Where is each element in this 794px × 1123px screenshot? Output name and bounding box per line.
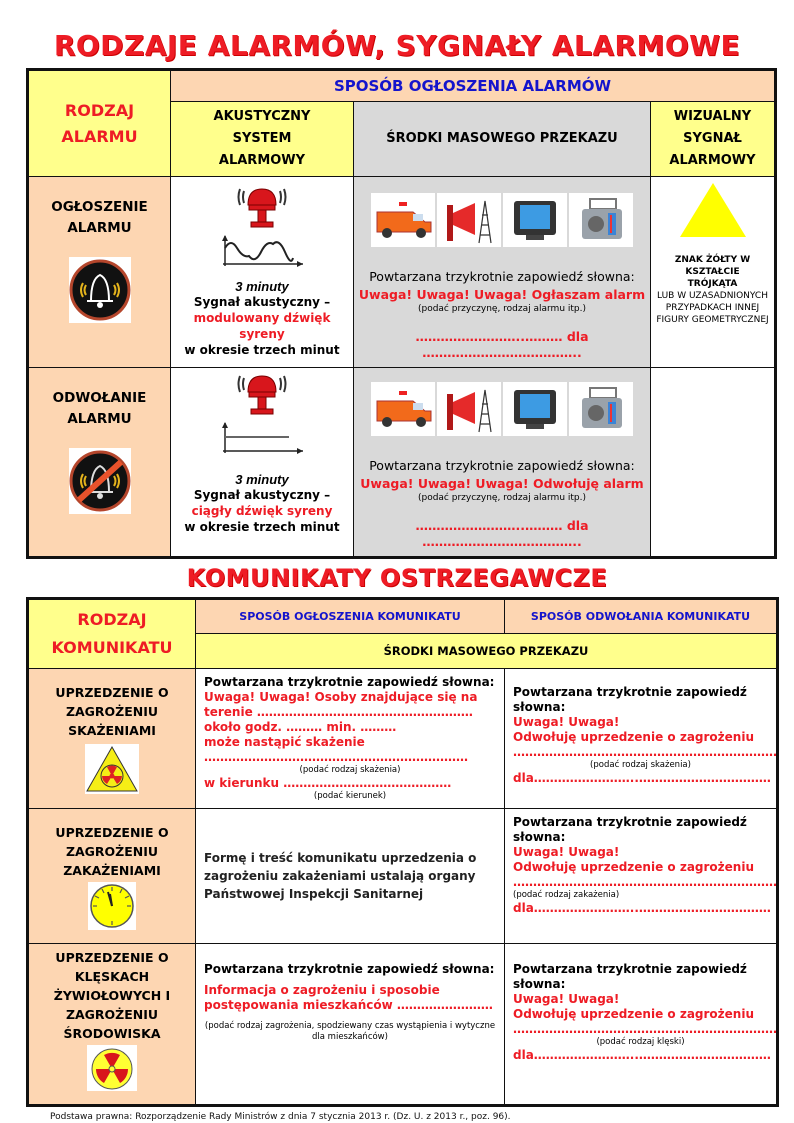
cancel-line: dla……………………..…………………………… — [513, 770, 771, 785]
announce-cell — [196, 808, 505, 943]
acoustic-desc-2: modulowany dźwięk syreny — [193, 311, 331, 342]
cancel-intro: Powtarzana trzykrotnie zapowiedź słowna: — [513, 684, 747, 714]
cancel-line: Odwołuję uprzedzenie o zagrożeniu — [513, 859, 754, 874]
announce-cell — [196, 668, 505, 808]
legal-basis-footer: Podstawa prawna: Rozporządzenie Rady Ministrów z dnia 7 stycznia 2013 r. (Dz. U. z 2013 r., poz. 96). — [50, 1111, 511, 1122]
acoustic-desc-2: ciągły dźwięk syreny — [191, 504, 333, 519]
cancel-line: ………………………………………………………… — [513, 874, 777, 889]
announce-intro: Powtarzana trzykrotnie zapowiedź słowna: — [204, 961, 495, 976]
cancel-note: (podać rodzaj skażenia) — [590, 759, 691, 770]
cancel-line: Uwaga! Uwaga! — [513, 714, 620, 729]
announce-text: Formę i treść komunikatu uprzedzenia o zagrożeniu zakażeniami ustalają organy Państwowej Inspekcji Sanitarnej — [204, 850, 477, 901]
announce-note: (podać rodzaj zagrożenia, spodziewany czas wystąpienia i wytyczne dla mieszkańców) — [204, 1020, 496, 1042]
siren-icon — [171, 372, 353, 421]
table-row — [28, 808, 778, 943]
warning-messages-table — [26, 597, 779, 1107]
announce-method-header: SPOSÓB OGŁOSZENIA KOMUNIKATU — [196, 598, 505, 633]
cancel-intro: Powtarzana trzykrotnie zapowiedź słowna: — [513, 814, 747, 844]
alarm-type-header: RODZAJ ALARMU — [28, 70, 171, 177]
van-with-siren-icon — [371, 382, 435, 436]
siren-icon — [171, 185, 353, 234]
acoustic-cell — [171, 368, 354, 558]
radio-icon — [569, 193, 633, 247]
acoustic-desc-3: w okresie trzech minut — [184, 343, 340, 358]
section1-title: RODZAJE ALARMÓW, SYGNAŁY ALARMOWE — [53, 29, 741, 62]
table-row — [28, 177, 776, 368]
media-fill: ……………………..……… dla ……………………………….. — [415, 518, 589, 550]
cancel-line: Uwaga! Uwaga! — [513, 844, 620, 859]
media-message: Uwaga! Uwaga! Uwaga! Ogłaszam alarm — [358, 287, 646, 303]
cancel-line: ………………………………………………………… — [513, 1021, 777, 1036]
message-type-header: RODZAJ KOMUNIKATU — [28, 598, 196, 668]
table-row — [28, 943, 778, 1105]
table-row — [28, 368, 776, 558]
media-note: (podać przyczynę, rodzaj alarmu itp.) — [417, 304, 587, 315]
cancel-line: Odwołuję uprzedzenie o zagrożeniu — [513, 729, 754, 744]
announce-line: terenie ……………………………………………… — [204, 704, 473, 719]
acoustic-desc-1: Sygnał akustyczny – — [193, 488, 331, 503]
hazard-symbols-icon — [31, 1045, 193, 1096]
media-cell — [354, 368, 651, 558]
announce-line: około godz. ……… min. ……… — [204, 719, 397, 734]
cancel-cell — [505, 668, 778, 808]
announce-line: Informacja o zagrożeniu i sposobie postępowania mieszkańców …………………… — [204, 982, 493, 1012]
cancel-line: dla……………………..…………………………… — [513, 900, 771, 915]
media-cell — [354, 177, 651, 368]
announce-line: może nastąpić skażenie — [204, 734, 365, 749]
acoustic-duration: 3 minuty — [235, 472, 289, 488]
media-message: Uwaga! Uwaga! Uwaga! Odwołuję alarm — [360, 476, 644, 492]
cancel-cell — [505, 808, 778, 943]
cancel-note: (podać rodzaj klęski) — [596, 1036, 685, 1047]
row-label: ODWOŁANIE ALARMU — [28, 368, 171, 558]
television-icon — [503, 382, 567, 436]
announce-cell — [196, 943, 505, 1105]
cancel-note: (podać rodzaj zakażenia) — [513, 889, 620, 900]
row-label: UPRZEDZENIE O KLĘSKACH ŻYWIOŁOWYCH I ZAGROŻENIU ŚRODOWISKA — [28, 943, 196, 1105]
cancel-method-header: SPOSÓB ODWOŁANIA KOMUNIKATU — [505, 598, 778, 633]
section2-title: KOMUNIKATY OSTRZEGAWCZE — [186, 564, 608, 593]
cancel-line: ………………………………………………………… — [513, 744, 777, 759]
modulated-wave-graph-icon — [171, 234, 353, 273]
acoustic-duration: 3 minuty — [235, 279, 289, 295]
media-intro: Powtarzana trzykrotnie zapowiedź słowna: — [369, 269, 635, 285]
bell-crossed-icon — [31, 448, 168, 521]
row-label: UPRZEDZENIE O ZAGROŻENIU ZAKAŻENIAMI — [28, 808, 196, 943]
acoustic-desc-3: w okresie trzech minut — [184, 520, 340, 535]
bell-ringing-icon — [31, 257, 168, 330]
visual-cell-empty — [651, 368, 776, 558]
cancel-intro: Powtarzana trzykrotnie zapowiedź słowna: — [513, 961, 747, 991]
visual-sign-alt: LUB W UZASADNIONYCH PRZYPADKACH INNEJ FIGURY GEOMETRYCZNEJ — [656, 291, 769, 326]
radiation-triangle-icon — [31, 744, 193, 799]
cancel-line: Odwołuję uprzedzenie o zagrożeniu — [513, 1006, 754, 1021]
announce-line: w kierunku …………………………………… — [204, 775, 452, 790]
announce-line: Uwaga! Uwaga! Osoby znajdujące się na — [204, 689, 478, 704]
row-label: OGŁOSZENIE ALARMU — [28, 177, 171, 368]
media-header: ŚRODKI MASOWEGO PRZEKAZU — [196, 633, 778, 668]
acoustic-header: AKUSTYCZNY SYSTEM ALARMOWY — [171, 102, 354, 177]
media-intro: Powtarzana trzykrotnie zapowiedź słowna: — [369, 458, 635, 474]
visual-cell — [651, 177, 776, 368]
cancel-line: dla……………………..…………………………… — [513, 1047, 771, 1062]
media-fill: ……………………..……… dla ……………………………….. — [415, 329, 589, 361]
yellow-triangle-icon — [651, 181, 774, 244]
cancel-cell — [505, 943, 778, 1105]
cancel-line: Uwaga! Uwaga! — [513, 991, 620, 1006]
media-header: ŚRODKI MASOWEGO PRZEKAZU — [354, 102, 651, 177]
radio-icon — [569, 382, 633, 436]
alarm-method-header: SPOSÓB OGŁOSZENIA ALARMÓW — [171, 70, 776, 102]
row-label: UPRZEDZENIE O ZAGROŻENIU SKAŻENIAMI — [28, 668, 196, 808]
visual-sign-main: ZNAK ŻÓŁTY W KSZTAŁCIE TRÓJKĄTA — [674, 255, 751, 290]
announce-intro: Powtarzana trzykrotnie zapowiedź słowna: — [204, 674, 495, 689]
megaphone-tower-icon — [437, 382, 501, 436]
van-with-siren-icon — [371, 193, 435, 247]
television-icon — [503, 193, 567, 247]
acoustic-desc-1: Sygnał akustyczny – — [193, 295, 331, 310]
announce-line: ………………………………………………………… — [204, 749, 468, 764]
media-note: (podać przyczynę, rodzaj alarmu itp.) — [417, 493, 587, 504]
announce-note: (podać rodzaj skażenia) — [299, 764, 401, 775]
continuous-line-graph-icon — [171, 421, 353, 460]
announce-note: (podać kierunek) — [313, 790, 387, 801]
table-row — [28, 668, 778, 808]
visual-header: WIZUALNY SYGNAŁ ALARMOWY — [651, 102, 776, 177]
acoustic-cell — [171, 177, 354, 368]
alarm-types-table — [26, 68, 777, 559]
clock-icon — [31, 882, 193, 935]
megaphone-tower-icon — [437, 193, 501, 247]
